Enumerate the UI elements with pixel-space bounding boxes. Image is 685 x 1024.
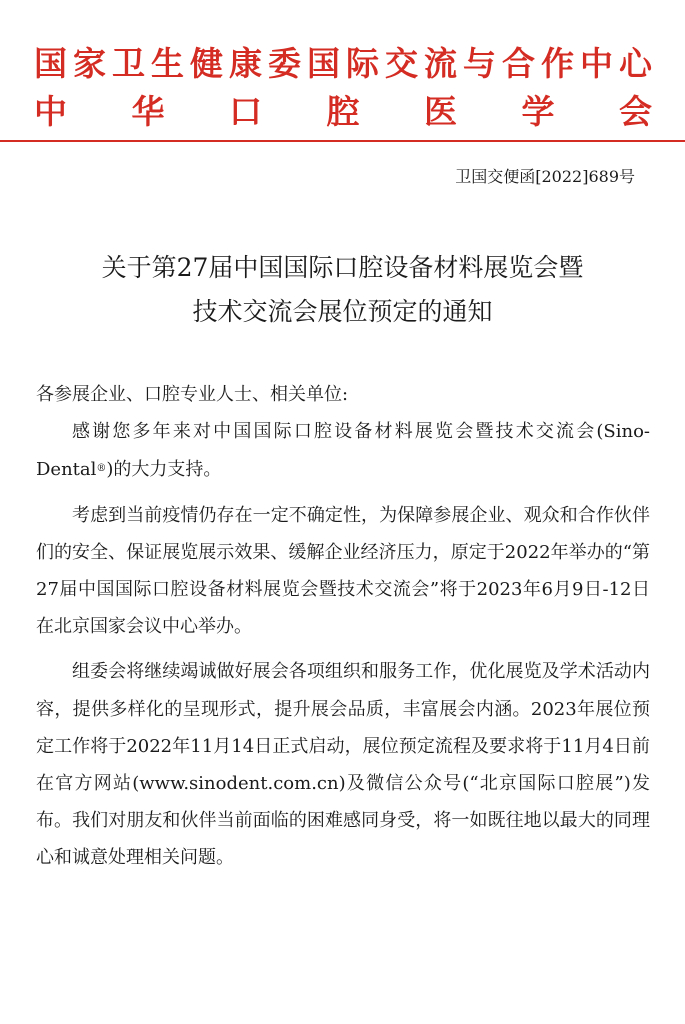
- paragraph-1-tail: )的大力支持。: [106, 459, 222, 481]
- letterhead-line-2: 中华口腔医学会: [34, 92, 652, 131]
- document-title: [20, 246, 665, 334]
- paragraph-2: 考虑到当前疫情仍存在一定不确定性，为保障参展企业、观众和合作伙伴们的安全、保证展览展示效果、缓解企业经济压力，原定于2022年举办的“第27届中国国际口腔设备材料展览会暨技术交流会”将于2023年6月9日-12日在北京国家会议中心举办。: [36, 504, 650, 638]
- salutation: 各参展企业、口腔专业人士、相关单位:: [36, 384, 349, 405]
- paragraph-1: [36, 413, 650, 488]
- document-body: [36, 376, 650, 877]
- letterhead-divider: [0, 140, 685, 142]
- title-line-2: 技术交流会展位预定的通知: [192, 297, 493, 326]
- title-line-1: 关于第27届中国国际口腔设备材料展览会暨: [101, 253, 584, 282]
- letterhead-line-1: 国家卫生健康委国际交流与合作中心: [34, 44, 652, 83]
- paragraph-3: 组委会将继续竭诚做好展会各项组织和服务工作，优化展览及学术活动内容，提供多样化的呈现形式，提升展会品质，丰富展会内涵。2023年展位预定工作将于2022年11月14日正式启动，展位预定流程及要求将于11月4日前在官方网站(www.sinodent.com.cn)及微信公众号(“北京国际口腔展”)发布。我们对朋友和伙伴当前面临的困难感同身受，将一如既往地以最大的同理心和诚意处理相关问题。: [36, 661, 650, 869]
- registered-mark: ®: [96, 463, 107, 475]
- document-number: 卫国交便函[2022]689号: [455, 167, 635, 186]
- paragraph-1-text: 感谢您多年来对中国国际口腔设备材料展览会暨技术交流会(Sino-Dental: [36, 421, 650, 481]
